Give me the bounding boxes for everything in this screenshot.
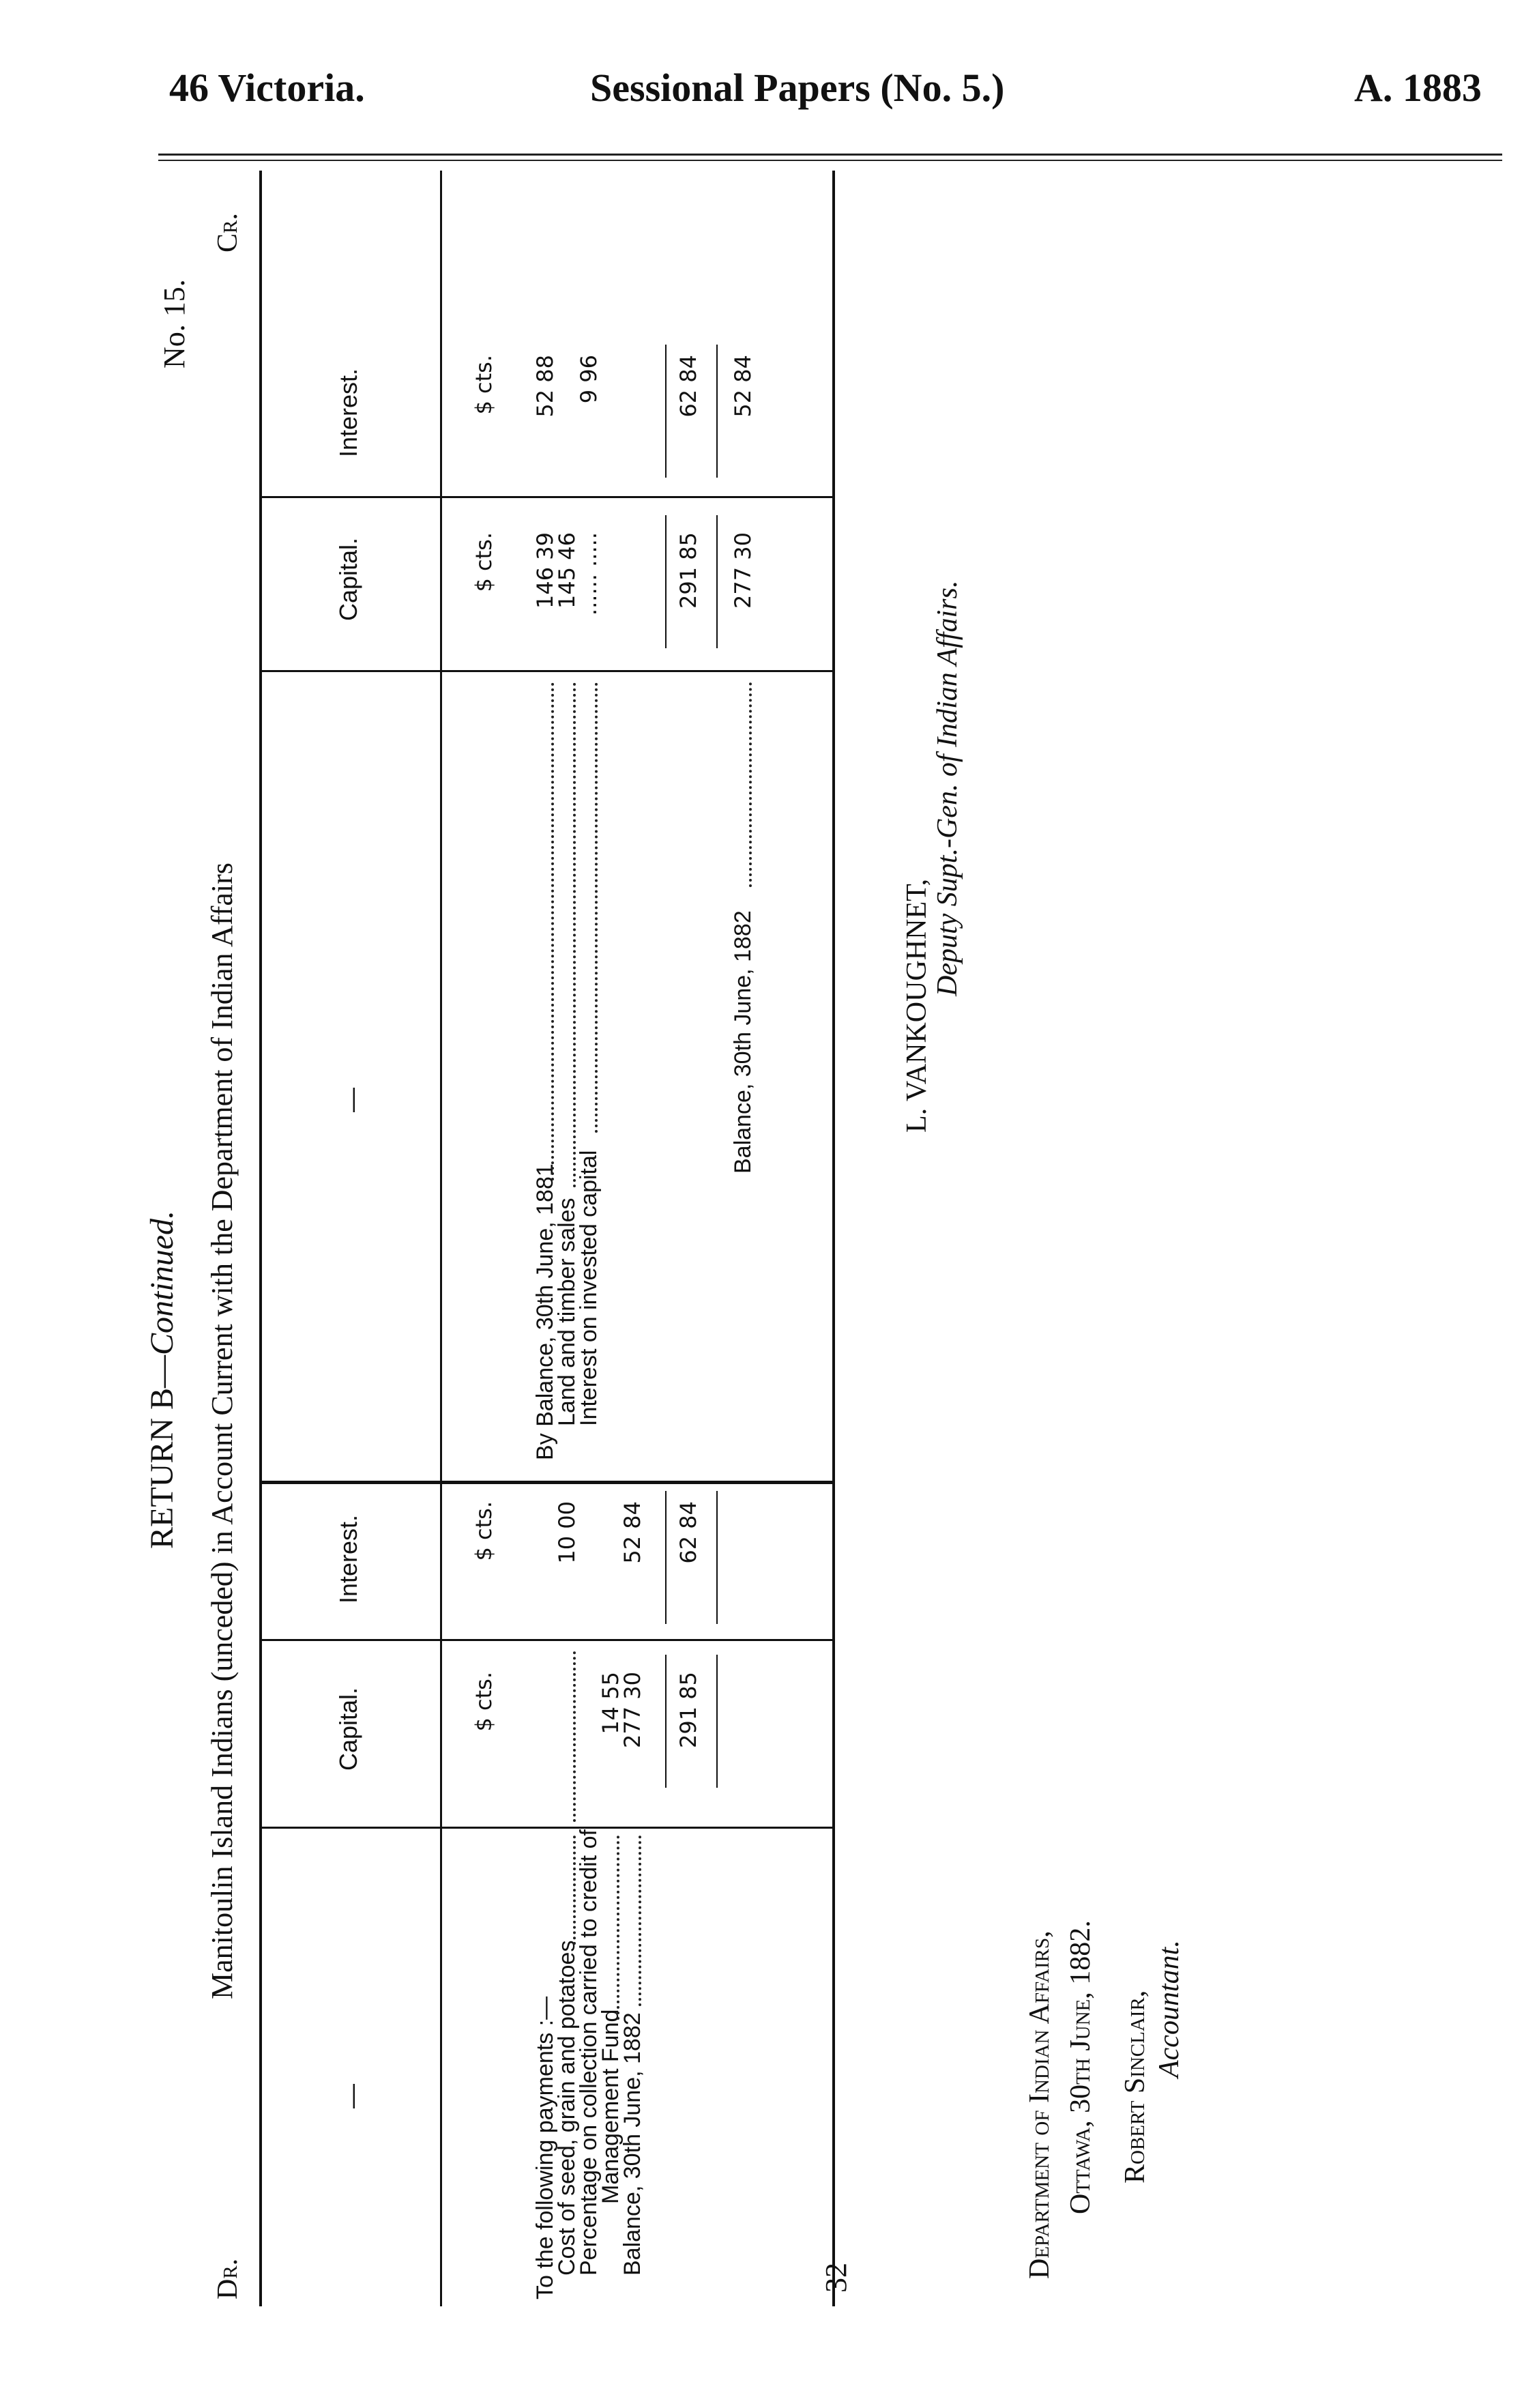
- debit-capital-divider: [259, 1827, 832, 1829]
- return-title: RETURN B—Continued.: [144, 1210, 180, 1549]
- debit-intro: To the following payments :—: [532, 1996, 558, 2300]
- credit-interest-divider: [259, 496, 832, 498]
- debit-row-capital: 277 30: [619, 1672, 645, 1748]
- credit-row-capital: 145 46: [554, 532, 580, 609]
- leader-dots: [551, 682, 554, 1180]
- return-number: No. 15.: [158, 279, 191, 368]
- credit-balance-label: Balance, 30th June, 1882: [730, 910, 756, 1174]
- debit-capital-header: Capital.: [334, 1687, 362, 1771]
- leader-dots: [573, 1651, 576, 1822]
- debit-row-interest: 10 00: [554, 1501, 580, 1564]
- accountant-title: Accountant.: [1154, 1940, 1185, 2078]
- total-rule: [665, 1655, 667, 1788]
- debit-total-capital: 291 85: [675, 1672, 701, 1748]
- deputy-title: Deputy Supt.-Gen. of Indian Affairs.: [932, 580, 963, 996]
- debit-row-label: Percentage on collection carried to credit of: [576, 1829, 602, 2276]
- total-rule: [716, 1491, 718, 1624]
- credit-row-interest: 52 88: [532, 355, 558, 418]
- total-rule: [716, 515, 718, 648]
- leader-dots: [617, 1836, 619, 2020]
- department-line: Department of Indian Affairs,: [1024, 1930, 1055, 2279]
- header-rule: [158, 154, 1502, 156]
- deputy-name: L. VANKOUGHNET,: [901, 878, 933, 1133]
- credit-total-interest: 62 84: [675, 355, 701, 418]
- credit-balance-capital: 277 30: [730, 532, 756, 609]
- header-center: Sessional Papers (No. 5.): [590, 66, 1005, 110]
- credit-row-label: By Balance, 30th June, 1881: [532, 1163, 558, 1460]
- total-rule: [716, 1655, 718, 1788]
- table-bottom-rule: [832, 171, 835, 2306]
- credit-row-label: Interest on invested capital: [576, 1150, 602, 1426]
- credit-interest-units: $ cts.: [471, 355, 497, 415]
- leader-dots: [639, 1836, 641, 2006]
- credit-dash: —: [338, 1088, 366, 1112]
- debit-row-capital: 14 55: [598, 1672, 624, 1735]
- total-rule: [665, 1491, 667, 1624]
- credit-interest-header: Interest.: [334, 368, 362, 457]
- leader-dots: [573, 682, 576, 1187]
- total-rule: [665, 345, 667, 478]
- leader-dots: [595, 682, 598, 1133]
- table-top-rule: [259, 171, 262, 2306]
- dr-label: Dr.: [212, 2258, 244, 2300]
- credit-capital-header: Capital.: [334, 537, 362, 621]
- debit-row-label: Cost of seed, grain and potatoes: [554, 1940, 580, 2276]
- header-right: A. 1883: [1354, 66, 1482, 110]
- debit-row-interest: 52 84: [619, 1501, 645, 1564]
- credit-row-interest: 9 96: [576, 355, 602, 404]
- debit-interest-units: $ cts.: [471, 1501, 497, 1561]
- table-header-rule: [440, 171, 442, 2306]
- total-rule: [665, 515, 667, 648]
- header-rule-second: [158, 160, 1502, 161]
- rotated-table-page: [130, 171, 1201, 2306]
- leader-dots: [749, 682, 752, 887]
- debit-interest-divider: [259, 1639, 832, 1641]
- account-title: Manitoulin Island Indians (unceded) in Account Current with the Department of Indian Affairs: [205, 862, 239, 1999]
- credit-row-capital: 146 39: [532, 532, 558, 609]
- header-left: 46 Victoria.: [169, 66, 365, 110]
- credit-total-capital: 291 85: [675, 532, 701, 609]
- cr-label: Cr.: [212, 213, 244, 252]
- debit-dash: —: [338, 2084, 366, 2108]
- debit-row-label: Management Fund: [598, 2009, 624, 2204]
- accountant-name: Robert Sinclair,: [1119, 1990, 1151, 2184]
- page-number: 32: [819, 2263, 853, 2293]
- debit-total-interest: 62 84: [675, 1501, 701, 1564]
- debit-credit-divider: [259, 1481, 832, 1484]
- credit-capital-units: $ cts.: [471, 532, 497, 592]
- debit-interest-header: Interest.: [334, 1514, 362, 1604]
- debit-row-label: Balance, 30th June, 1882: [619, 2012, 645, 2276]
- date-line: Ottawa, 30th June, 1882.: [1065, 1920, 1096, 2214]
- credit-balance-interest: 52 84: [730, 355, 756, 418]
- credit-capital-divider: [259, 670, 832, 672]
- debit-capital-units: $ cts.: [471, 1672, 497, 1732]
- credit-row-capital: ...... .....: [576, 532, 602, 616]
- total-rule: [716, 345, 718, 478]
- credit-row-label: Land and timber sales: [554, 1198, 580, 1426]
